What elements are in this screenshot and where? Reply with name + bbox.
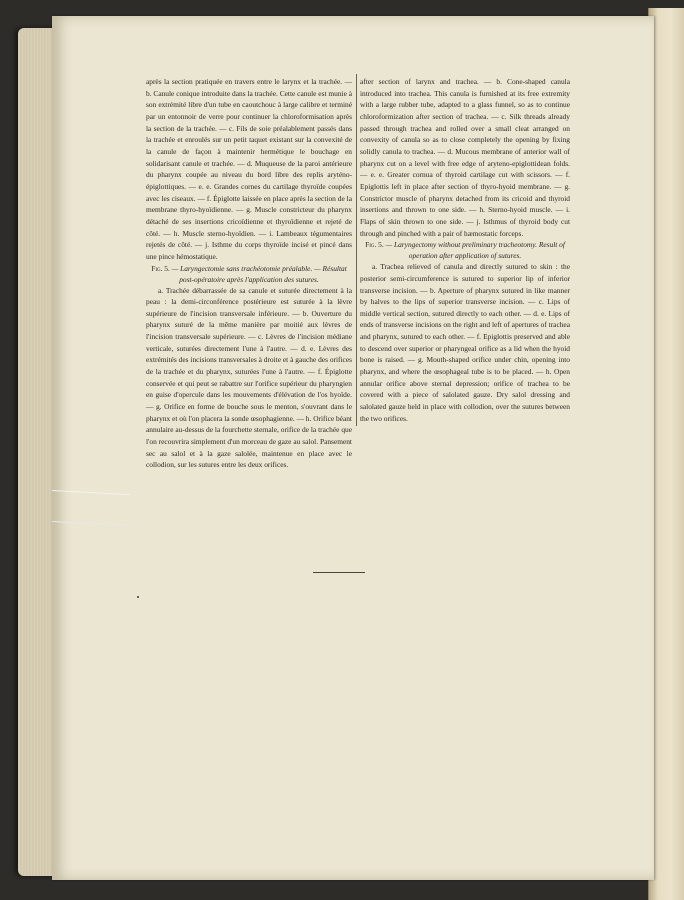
english-column: [360, 76, 570, 424]
english-legend-sutures: a. Trachea relieved of canula and directly sutured to skin : the posterior semi-circumference is sutured to superior lip of inferior transverse incision. — b. Aperture of pharynx sutured in like manner by halves to the lips of superior transverse incision. — c. Lips of middle vertical section, sutured directly to each other. — d. e. Lips of ends of transverse incisions on the right and left of apertures of trachea and pharynx, sutured to each other. — f. Epiglottis preserved and able to descend over superior or pharyngeal orifice as a lid when the hyoid bone is raised. — g. Mouth-shaped orifice under chin, opening into pharynx, and where the œsophageal tube is to be placed. — h. Open annular orifice above sternal depression; orifice of trachea to be covered with a piece of salolated gauze. Dry salol dressing and salolated gauze held in place with collodion, over the sutures between the two orifices.: [360, 262, 570, 423]
figure-title: — Laryngectomy without preliminary tracheotomy. Result of operation after application of sutures.: [385, 240, 565, 261]
french-column: [146, 76, 352, 471]
column-divider: [356, 74, 357, 426]
french-legend-sutures: a. Trachée débarrassée de sa canule et suturée directement à la peau : la demi-circonférence postérieure est suturée à la lèvre supérieure de l'incision transversale inférieure. — b. Ouverture du pharynx suturé de la même manière par moitié aux lèvres de l'incision transversale supérieure. — c. Lèvres de l'incision médiane verticale, suturées directement l'une à l'autre. — d. e. Lèvres des extrémités des incisions transversales à droite et à gauche des orifices de la trachée et du pharynx, suturées l'une à l'autre. — f. Épiglotte conservée et qui peut se rabattre sur l'orifice supérieur du pharyngien en guise d'opercule dans les mouvements d'élévation de l'os hyoïde. — g. Orifice en forme de bouche sous le menton, s'ouvrant dans le pharynx et où l'on placera la sonde œsophagienne. — h. Orifice béant annulaire au-dessus de la fourchette sternale, orifice de la trachée que l'on recouvrira simplement d'un morceau de gaze au salol. Pansement sec au salol et à la gaze salolée, maintenue en place avec le collodion, sur les sutures entre les deux orifices.: [146, 285, 352, 470]
figure-number: Fig. 5.: [151, 263, 170, 273]
french-legend-continued: après la section pratiquée en travers entre le larynx et la trachée. — b. Canule conique introduite dans la trachée. Cette canule est munie à son extrémité libre d'un tube en caoutchouc à large calibre et terminé par un entonnoir de verre pour continuer la chloroformisation après la section de la trachée. — c. Fils de soie préalablement passés dans la trachée et enroulés sur un petit taquet existant sur la convexité de la canule de façon à maintenir hermétique le bouchage en solidarisant canule et trachée. — d. Muqueuse de la paroi antérieure du pharynx coupée au niveau du bord libre des replis aryténo-épiglottiques. — e. e. Grandes cornes du cartilage thyroïde coupées avec les ciseaux. — f. Épiglotte laissée en place après la section de la membrane thyro-hyoïdienne. — g. Muscle constricteur du pharynx détaché de ses insertions cricoïdienne et thyroïdienne et rejeté de côté. — h. Muscle sterno-hyoïdien. — i. Lambeaux tégumentaires rejetés de côté. — j. Isthme du corps thyroïde incisé et pincé dans une pince hémostatique.: [146, 77, 352, 261]
binding-string: [52, 490, 130, 526]
paper-speck: [137, 596, 139, 598]
end-rule: [313, 572, 365, 573]
english-figure-caption: [360, 239, 570, 261]
french-figure-caption: [146, 263, 352, 285]
figure-title: — Laryngectomie sans trachéotomie préalable. — Résultat post-opératoire après l'application des sutures.: [171, 263, 347, 284]
english-legend-continued: after section of larynx and trachea. — b. Cone-shaped canula introduced into trachea. This canula is furnished at its free extremity with a large rubber tube, adapted to a glass funnel, so as to continue chloroformization after section of trachea. — c. Silk threads already passed through trachea and rolled over a small cleat arranged on convexity of canula so as to close completely the opening by fixing solidly canula to trachea. — d. Mucous membrane of anterior wall of pharynx cut on a level with free edge of aryteno-epiglottidean folds. — e. e. Greater cornua of thyroid cartilage cut with scissors. — f. Epiglottis left in place after section of thyro-hyoid membrane. — g. Constrictor muscle of pharynx detached from its cricoid and thyroid insertions and thrown to one side. — h. Sterno-hyoid muscle. — i. Flaps of skin thrown to one side. — j. Isthmus of thyroid body cut through and pinched with a pair of hæmostatic forceps.: [360, 77, 570, 238]
figure-number: Fig. 5.: [365, 240, 384, 250]
